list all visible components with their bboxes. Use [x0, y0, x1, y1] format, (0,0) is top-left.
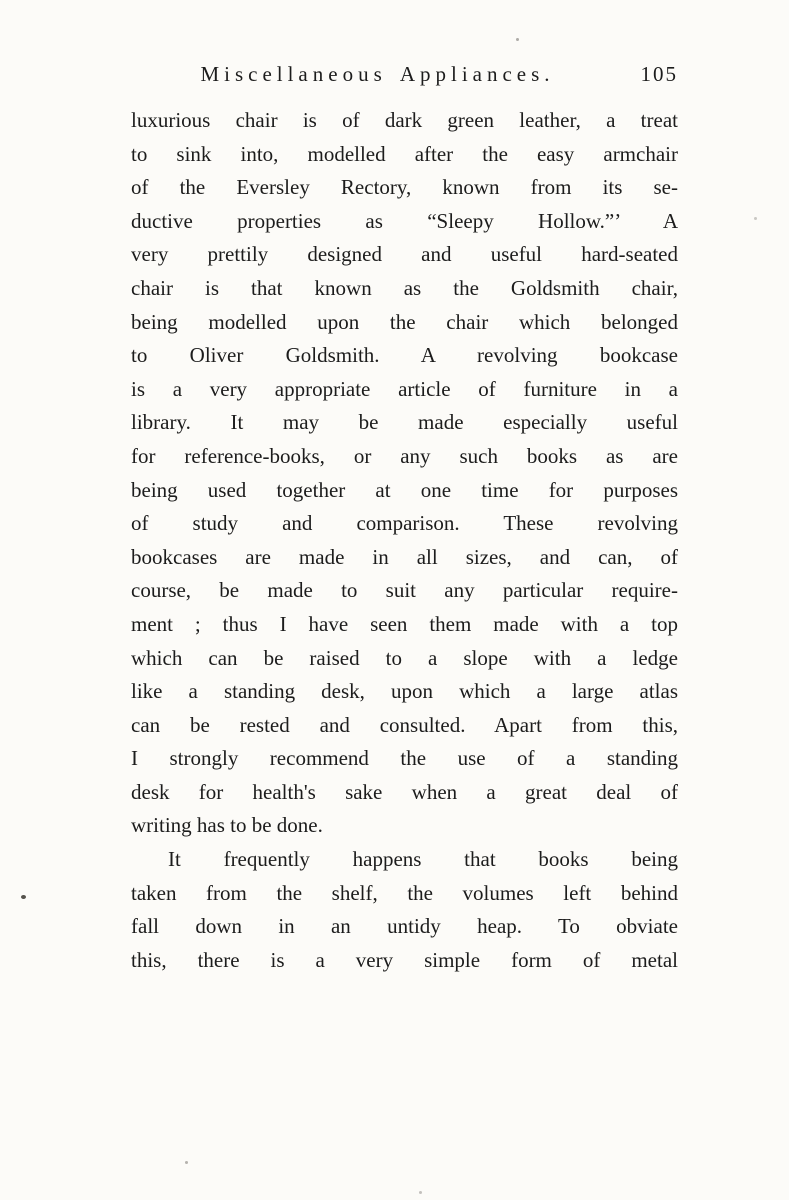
running-header [131, 58, 678, 90]
paragraph-2 [131, 843, 678, 977]
text-line: writing has to be done. [131, 813, 323, 838]
text-line: luxurious chair is of dark green leather, a treat [131, 108, 678, 132]
text-line: for reference-books, or any such books as are [131, 443, 678, 468]
text-line: bookcases are made in all sizes, and can, of [131, 544, 678, 569]
text-line: can be rested and consulted. Apart from this, [131, 712, 678, 737]
body-text [131, 104, 678, 977]
scan-speck [419, 1191, 422, 1194]
text-line: which can be raised to a slope with a ledge [131, 645, 678, 670]
text-line: chair is that known as the Goldsmith chair, [131, 275, 678, 300]
scan-speck [21, 895, 26, 899]
text-line: fall down in an untidy heap. To obviate [131, 914, 678, 939]
text-line: very prettily designed and useful hard-seated [131, 242, 678, 267]
paragraph-1 [131, 104, 678, 843]
text-line: ductive properties as “Sleepy Hollow.”’ A [131, 208, 678, 233]
page-number: 105 [640, 62, 678, 86]
text-line: ment ; thus I have seen them made with a top [131, 611, 678, 636]
text-line: desk for health's sake when a great deal of [131, 779, 678, 804]
text-block [131, 58, 678, 977]
text-line: this, there is a very simple form of metal [131, 947, 678, 972]
scan-speck [754, 217, 757, 220]
text-line: to Oliver Goldsmith. A revolving bookcase [131, 343, 678, 368]
text-line: course, be made to suit any particular require- [131, 578, 678, 603]
text-line: is a very appropriate article of furniture in a [131, 376, 678, 401]
text-line: like a standing desk, upon which a large atlas [131, 679, 678, 704]
text-line: I strongly recommend the use of a standing [131, 746, 678, 771]
text-line: library. It may be made especially useful [131, 410, 678, 435]
text-line: of study and comparison. These revolving [131, 511, 678, 536]
text-line: It frequently happens that books being [168, 847, 678, 872]
header-title: Miscellaneous Appliances. [200, 62, 555, 86]
text-line: being modelled upon the chair which belonged [131, 309, 678, 334]
scan-speck [516, 38, 519, 41]
text-line: to sink into, modelled after the easy armchair [131, 141, 678, 166]
text-line: being used together at one time for purposes [131, 477, 678, 502]
text-line: taken from the shelf, the volumes left behind [131, 880, 678, 905]
text-line: of the Eversley Rectory, known from its se- [131, 175, 678, 200]
scan-speck [185, 1161, 188, 1164]
